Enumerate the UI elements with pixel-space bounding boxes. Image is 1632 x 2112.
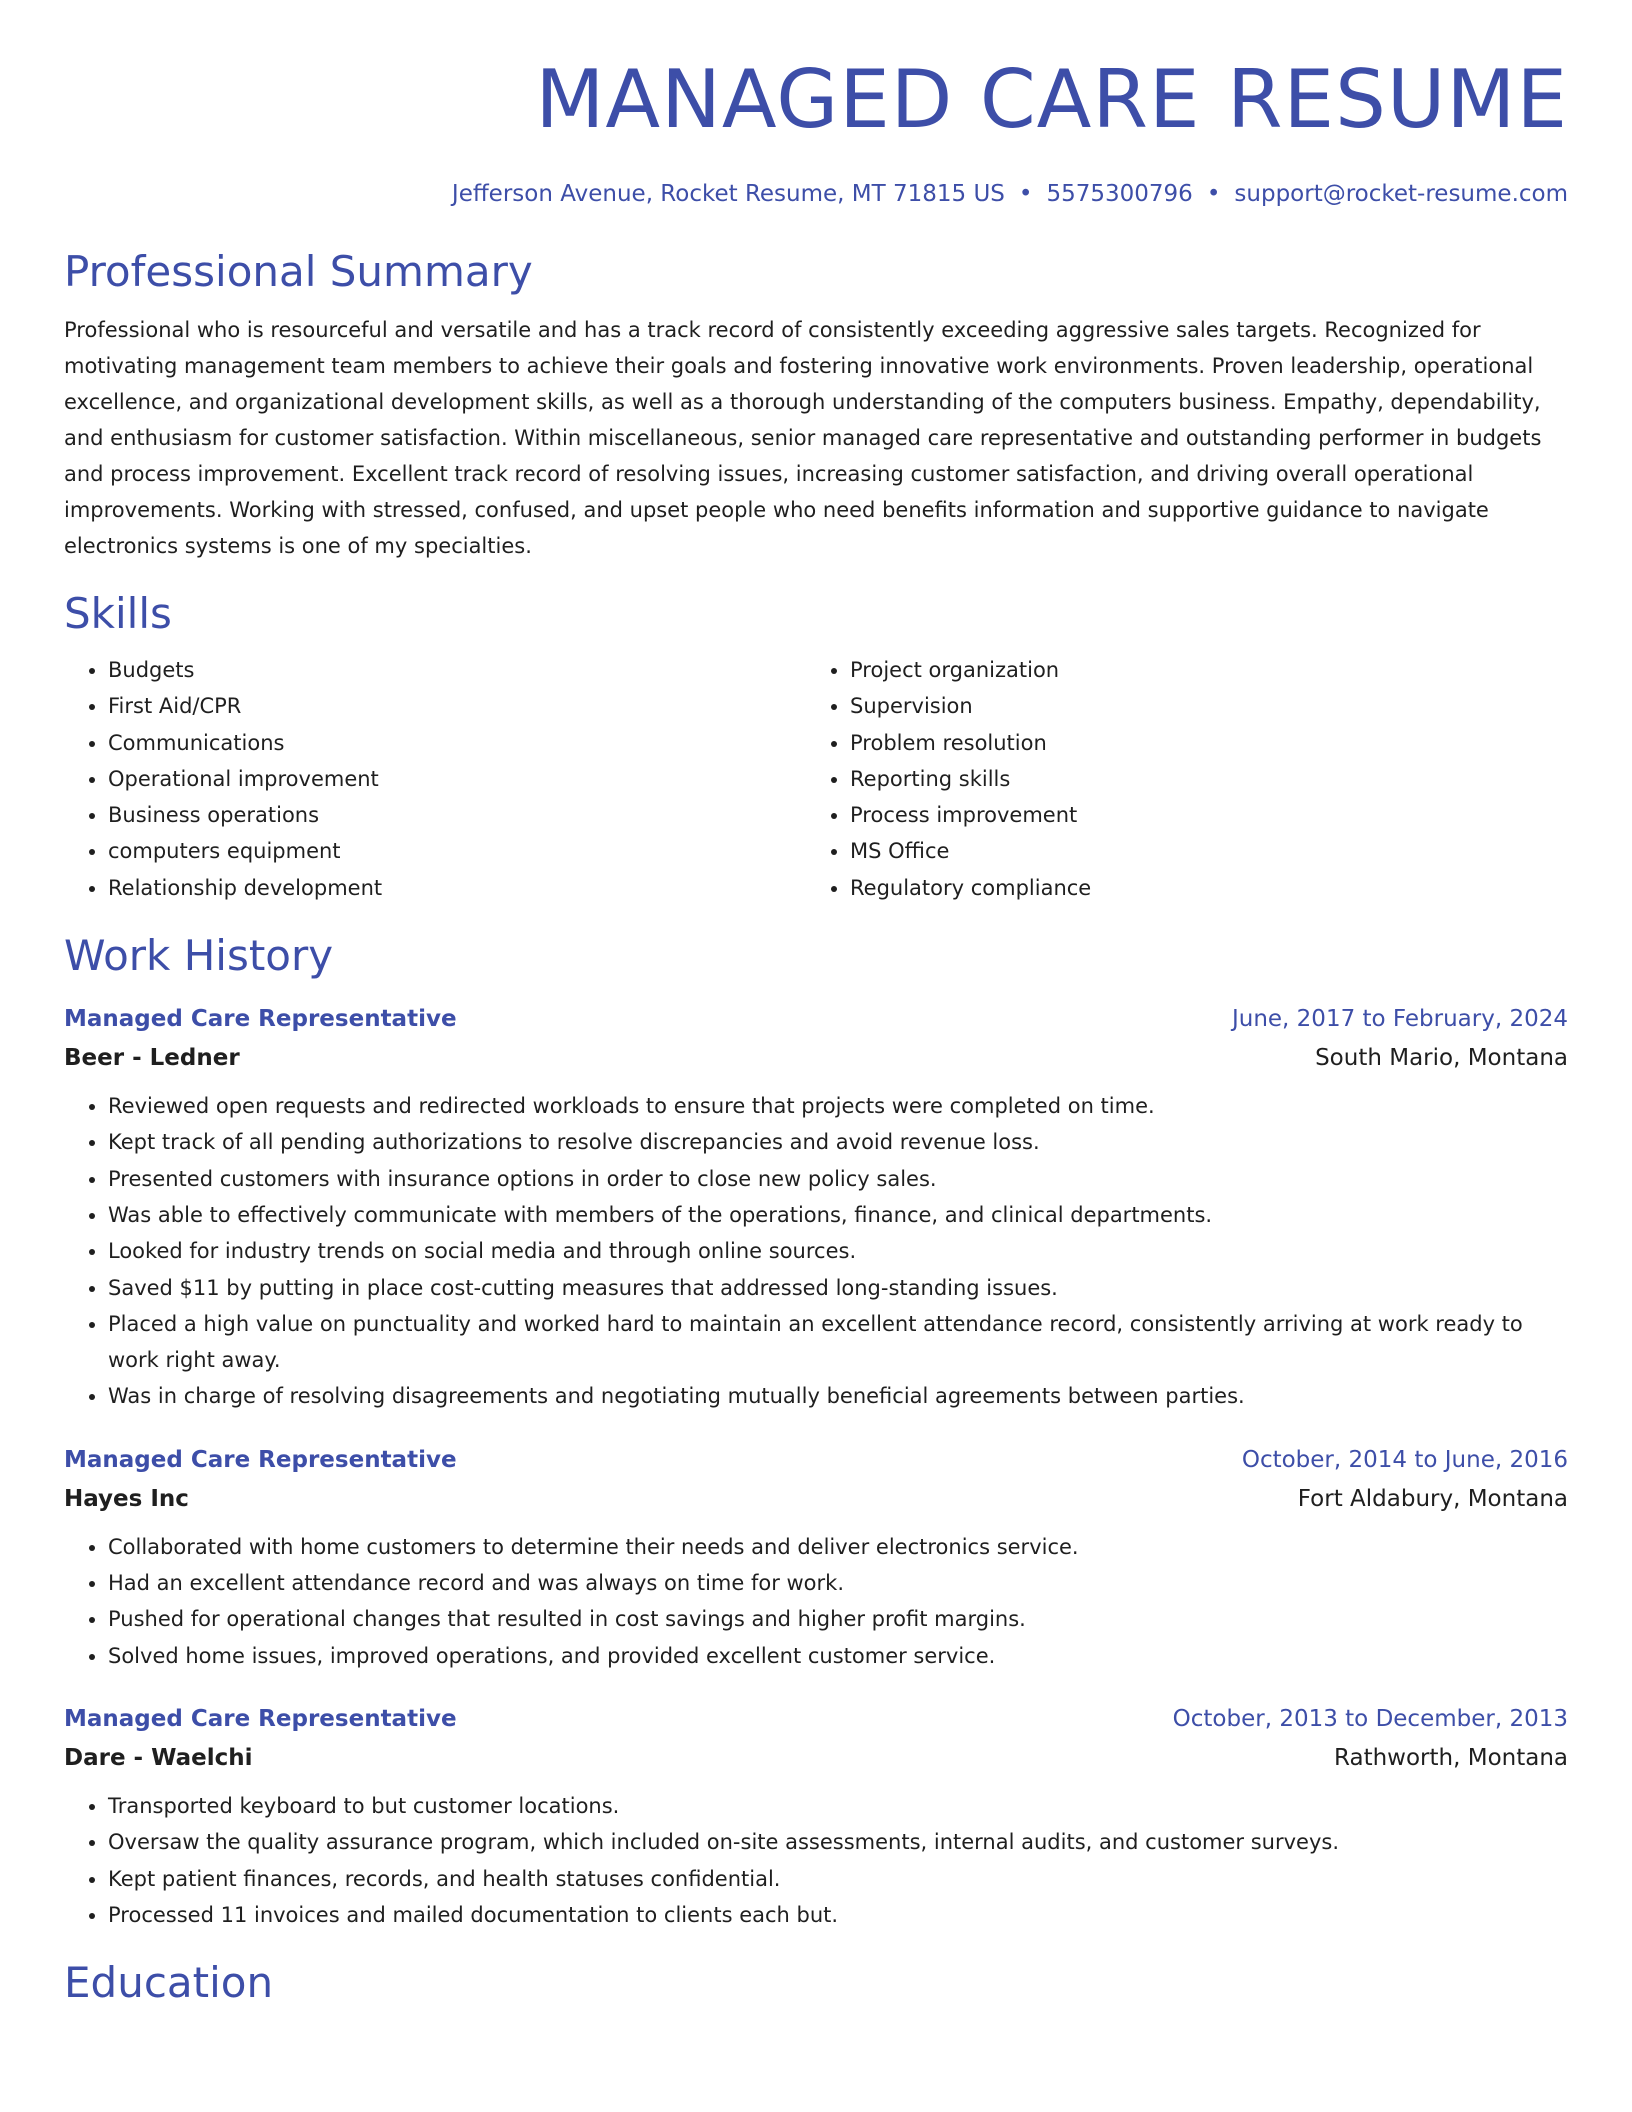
contact-phone: 5575300796: [1046, 181, 1193, 207]
job-entry: [64, 1000, 1568, 1415]
job-bullets: [64, 1788, 1568, 1933]
job-location: Rathworth, Montana: [1334, 1744, 1568, 1771]
section-title-skills: Skills: [64, 589, 172, 638]
resume-title: MANAGED CARE RESUME: [535, 53, 1568, 146]
skill-item: • MS Office: [850, 833, 1548, 869]
skill-item: • Communications: [108, 725, 806, 761]
job-company: Dare - Waelchi: [64, 1744, 253, 1771]
skill-item: • First Aid/CPR: [108, 688, 806, 724]
job-bullet: • Presented customers with insurance options in order to close new policy sales.: [108, 1161, 1568, 1197]
skill-item: • Business operations: [108, 797, 806, 833]
job-bullet: • Transported keyboard to but customer locations.: [108, 1788, 1568, 1824]
skill-item: • computers equipment: [108, 833, 806, 869]
job-subheader: [64, 1038, 1568, 1078]
job-title: Managed Care Representative: [64, 1446, 457, 1473]
job-bullet: • Kept track of all pending authorizations to resolve discrepancies and avoid revenue loss.: [108, 1124, 1568, 1160]
skill-item: • Problem resolution: [850, 725, 1548, 761]
contact-email: support@rocket-resume.com: [1234, 181, 1568, 207]
job-bullets: [64, 1088, 1568, 1415]
job-bullet: • Processed 11 invoices and mailed documentation to clients each but.: [108, 1897, 1568, 1933]
job-title: Managed Care Representative: [64, 1006, 457, 1033]
job-bullet: • Had an excellent attendance record and was always on time for work.: [108, 1565, 1568, 1601]
job-bullets: [64, 1529, 1568, 1674]
job-dates: October, 2013 to December, 2013: [1172, 1705, 1568, 1732]
job-dates: June, 2017 to February, 2024: [1231, 1006, 1568, 1033]
job-bullet: • Collaborated with home customers to determine their needs and deliver electronics service.: [108, 1529, 1568, 1565]
skill-item: • Operational improvement: [108, 761, 806, 797]
skill-item: • Reporting skills: [850, 761, 1548, 797]
summary-text: Professional who is resourceful and versatile and has a track record of consistently exceeding aggressive sales targets. Recognized for motivating management team members to achieve their goals and fostering innovative work environments. Proven leadership, operational excellence, and organizational development skills, as well as a thorough understanding of the computers business. Empathy, dependability, and enthusiasm for customer satisfaction. Within miscellaneous, senior managed care representative and outstanding performer in budgets and process improvement. Excellent track record of resolving issues, increasing customer satisfaction, and driving overall operational improvements. Working with stressed, confused, and upset people who need benefits information and supportive guidance to navigate electronics systems is one of my specialties.: [64, 318, 1542, 558]
skill-item: • Budgets: [108, 652, 806, 688]
section-title-education: Education: [64, 1958, 274, 2008]
skill-item: • Supervision: [850, 688, 1548, 724]
skill-item: • Project organization: [850, 652, 1548, 688]
job-bullet: • Looked for industry trends on social media and through online sources.: [108, 1233, 1568, 1269]
skills-column-left: [64, 652, 806, 906]
skills-list: [64, 652, 1568, 906]
contact-separator: •: [1206, 181, 1221, 207]
contact-address: Jefferson Avenue, Rocket Resume, MT 71815 US: [451, 181, 1005, 207]
job-entry: [64, 1700, 1568, 1933]
job-dates: October, 2014 to June, 2016: [1241, 1446, 1568, 1473]
contact-line: [64, 178, 1568, 210]
job-title: Managed Care Representative: [64, 1705, 457, 1732]
skill-item: • Regulatory compliance: [850, 870, 1548, 906]
job-bullet: • Pushed for operational changes that resulted in cost savings and higher profit margins.: [108, 1601, 1568, 1637]
job-header: [64, 1000, 1568, 1038]
job-bullet: • Kept patient finances, records, and health statuses confidential.: [108, 1861, 1568, 1897]
job-company: Hayes Inc: [64, 1485, 189, 1512]
contact-separator: •: [1018, 181, 1033, 207]
skill-item: • Relationship development: [108, 870, 806, 906]
job-header: [64, 1441, 1568, 1479]
job-bullet: • Oversaw the quality assurance program, which included on-site assessments, internal audits, and customer surveys.: [108, 1824, 1568, 1860]
job-bullet: • Solved home issues, improved operations, and provided excellent customer service.: [108, 1638, 1568, 1674]
job-subheader: [64, 1479, 1568, 1519]
job-bullet: • Saved $11 by putting in place cost-cutting measures that addressed long-standing issues.: [108, 1270, 1568, 1306]
job-bullet: • Was in charge of resolving disagreements and negotiating mutually beneficial agreements between parties.: [108, 1378, 1568, 1414]
job-location: South Mario, Montana: [1315, 1045, 1568, 1072]
job-subheader: [64, 1738, 1568, 1778]
job-bullet: • Placed a high value on punctuality and worked hard to maintain an excellent attendance record, consistently arriving at work ready to work right away.: [108, 1306, 1568, 1379]
skills-column-right: [806, 652, 1548, 906]
job-bullet: • Reviewed open requests and redirected workloads to ensure that projects were completed on time.: [108, 1088, 1568, 1124]
section-title-summary: Professional Summary: [64, 247, 533, 296]
job-bullet: • Was able to effectively communicate with members of the operations, finance, and clinical departments.: [108, 1197, 1568, 1233]
section-title-work-history: Work History: [64, 931, 334, 981]
job-entry: [64, 1441, 1568, 1674]
skill-item: • Process improvement: [850, 797, 1548, 833]
job-header: [64, 1700, 1568, 1738]
job-location: Fort Aldabury, Montana: [1297, 1485, 1568, 1512]
job-company: Beer - Ledner: [64, 1045, 240, 1072]
